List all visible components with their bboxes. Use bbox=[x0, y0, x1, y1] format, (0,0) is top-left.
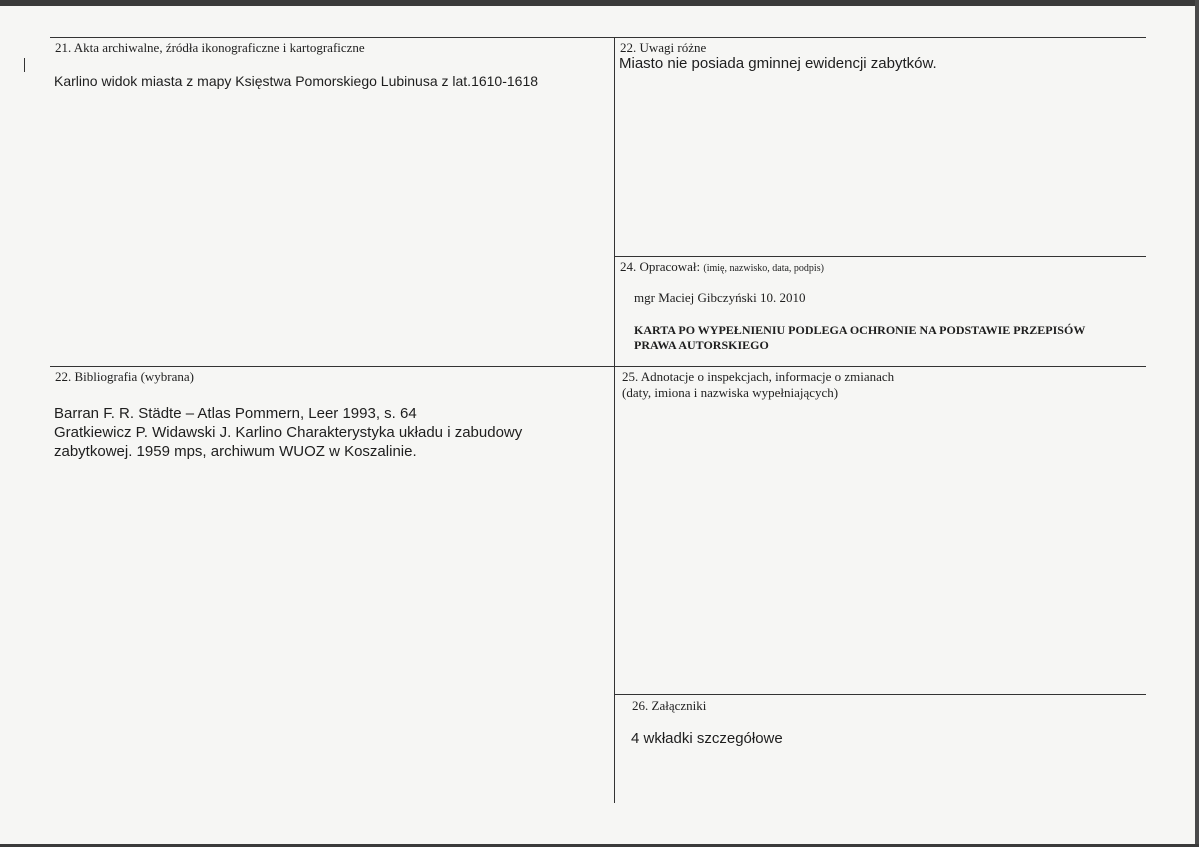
section-21-label: 21. Akta archiwalne, źródła ikonograficzne i kartograficzne bbox=[55, 40, 365, 55]
section-25-label bbox=[622, 369, 894, 401]
scan-top-edge bbox=[0, 0, 1199, 6]
bibliography-entry: Barran F. R. Städte – Atlas Pommern, Leer 1993, s. 64 bbox=[54, 405, 417, 422]
bibliography-entry: zabytkowej. 1959 mps, archiwum WUOZ w Koszalinie. bbox=[54, 443, 417, 460]
bibliography-entry: Gratkiewicz P. Widawski J. Karlino Charakterystyka układu i zabudowy bbox=[54, 424, 523, 441]
section-26-content: 4 wkładki szczegółowe bbox=[631, 730, 783, 747]
section-22-bibliography-label: 22. Bibliografia (wybrana) bbox=[55, 369, 194, 384]
section-22-notes-content: Miasto nie posiada gminnej ewidencji zabytków. bbox=[619, 55, 937, 72]
section-24-hint: (imię, nazwisko, data, podpis) bbox=[703, 263, 824, 274]
rule-section-26 bbox=[614, 694, 1146, 695]
section-26-label: 26. Załączniki bbox=[632, 698, 707, 713]
column-divider bbox=[614, 37, 615, 803]
section-22-notes-label: 22. Uwagi różne bbox=[620, 40, 707, 55]
section-24-title: 24. Opracował: bbox=[620, 259, 701, 274]
rule-section-24 bbox=[614, 256, 1146, 257]
copyright-notice-line-2: PRAWA AUTORSKIEGO bbox=[634, 338, 769, 352]
section-25-label-line-2: (daty, imiona i nazwiska wypełniających) bbox=[622, 385, 839, 400]
middle-rule bbox=[50, 366, 1146, 367]
copyright-notice-line-1: KARTA PO WYPEŁNIENIU PODLEGA OCHRONIE NA PODSTAWIE PRZEPISÓW bbox=[634, 323, 1086, 337]
margin-mark bbox=[24, 58, 25, 72]
section-24-author: mgr Maciej Gibczyński 10. 2010 bbox=[634, 290, 806, 305]
scan-right-edge bbox=[1195, 0, 1199, 847]
section-21-content: Karlino widok miasta z mapy Księstwa Pomorskiego Lubinusa z lat.1610-1618 bbox=[54, 73, 539, 89]
top-rule bbox=[50, 37, 1146, 38]
section-24-label bbox=[620, 259, 824, 275]
section-25-label-line-1: 25. Adnotacje o inspekcjach, informacje o zmianach bbox=[622, 369, 895, 384]
copyright-notice bbox=[634, 323, 1085, 353]
bibliography-list bbox=[54, 404, 522, 461]
